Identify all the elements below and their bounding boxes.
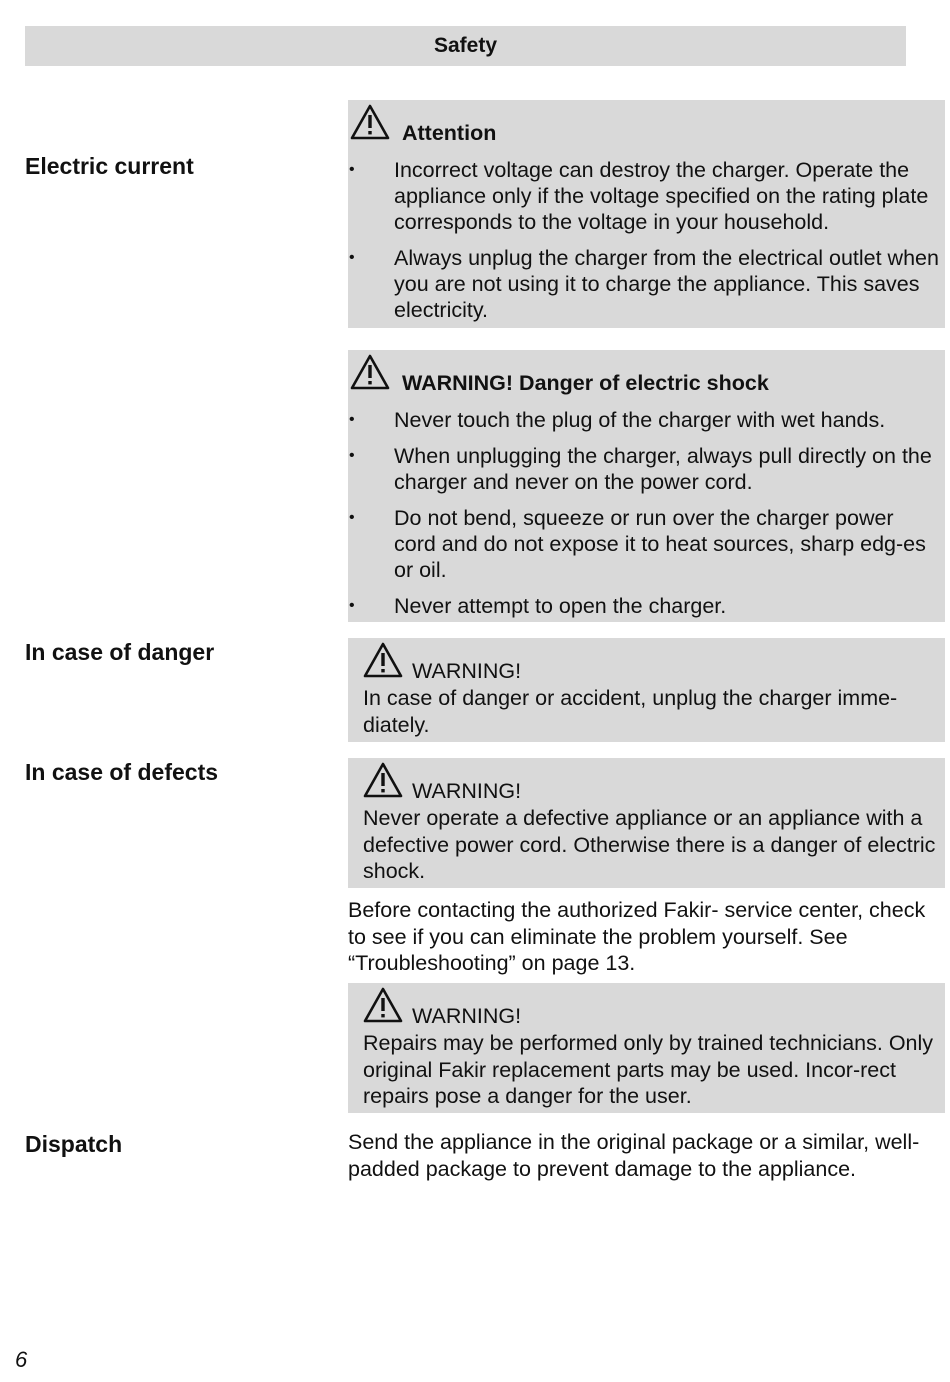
heading-electric-current: Electric current <box>25 153 194 179</box>
list-item: • When unplugging the charger, always pull directly on the charger and never on the power cord. <box>348 443 945 495</box>
repairs-warning-box <box>348 983 945 1113</box>
warning-triangle-icon <box>363 987 403 1023</box>
list-item: • Never touch the plug of the charger with wet hands. <box>348 407 945 433</box>
warning-triangle-icon <box>363 642 403 678</box>
list-item: • Incorrect voltage can destroy the charger. Operate the appliance only if the voltage specified on the rating plate corresponds to the voltage in your household. <box>348 157 945 235</box>
danger-warning-box <box>348 638 945 742</box>
page-number: 6 <box>15 1347 28 1372</box>
list-item: • Do not bend, squeeze or run over the charger power cord and do not expose it to heat sources, sharp edg-es or oil. <box>348 505 945 583</box>
defects-note: Before contacting the authorized Fakir- service center, check to see if you can eliminate the problem yourself. See “Troubleshooting” on page 13. <box>348 898 926 975</box>
warning-triangle-icon <box>363 762 403 798</box>
list-item: • Always unplug the charger from the electrical outlet when you are not using it to charge the appliance. This saves electricity. <box>348 245 945 323</box>
defects-text: Never operate a defective appliance or an appliance with a defective power cord. Otherwise there is a danger of electric shock. <box>363 806 936 883</box>
section-title: Safety <box>433 34 498 57</box>
heading-in-case-of-defects: In case of defects <box>25 759 219 785</box>
repairs-heading: WARNING! <box>412 1004 522 1028</box>
heading-in-case-of-danger: In case of danger <box>25 639 215 665</box>
danger-text: In case of danger or accident, unplug the charger imme-diately. <box>363 686 898 737</box>
warning-triangle-icon <box>350 354 390 390</box>
electric-shock-list <box>348 407 945 629</box>
warning-triangle-icon <box>350 104 390 140</box>
repairs-text: Repairs may be performed only by trained technicians. Only original Fakir replacement parts may be used. Incor-rect repairs pose a danger for the user. <box>363 1031 934 1108</box>
attention-list <box>348 157 945 333</box>
section-header <box>25 26 906 66</box>
list-item: • Never attempt to open the charger. <box>348 593 945 619</box>
defects-warning-box <box>348 758 945 888</box>
heading-dispatch: Dispatch <box>25 1131 123 1157</box>
attention-box <box>348 100 945 328</box>
electric-shock-heading: WARNING! Danger of electric shock <box>402 371 769 395</box>
electric-shock-warning-box <box>348 350 945 622</box>
danger-heading: WARNING! <box>412 659 522 683</box>
attention-heading: Attention <box>402 121 497 145</box>
defects-heading: WARNING! <box>412 779 522 803</box>
dispatch-text: Send the appliance in the original package or a similar, well-padded package to prevent damage to the appliance. <box>348 1130 920 1181</box>
